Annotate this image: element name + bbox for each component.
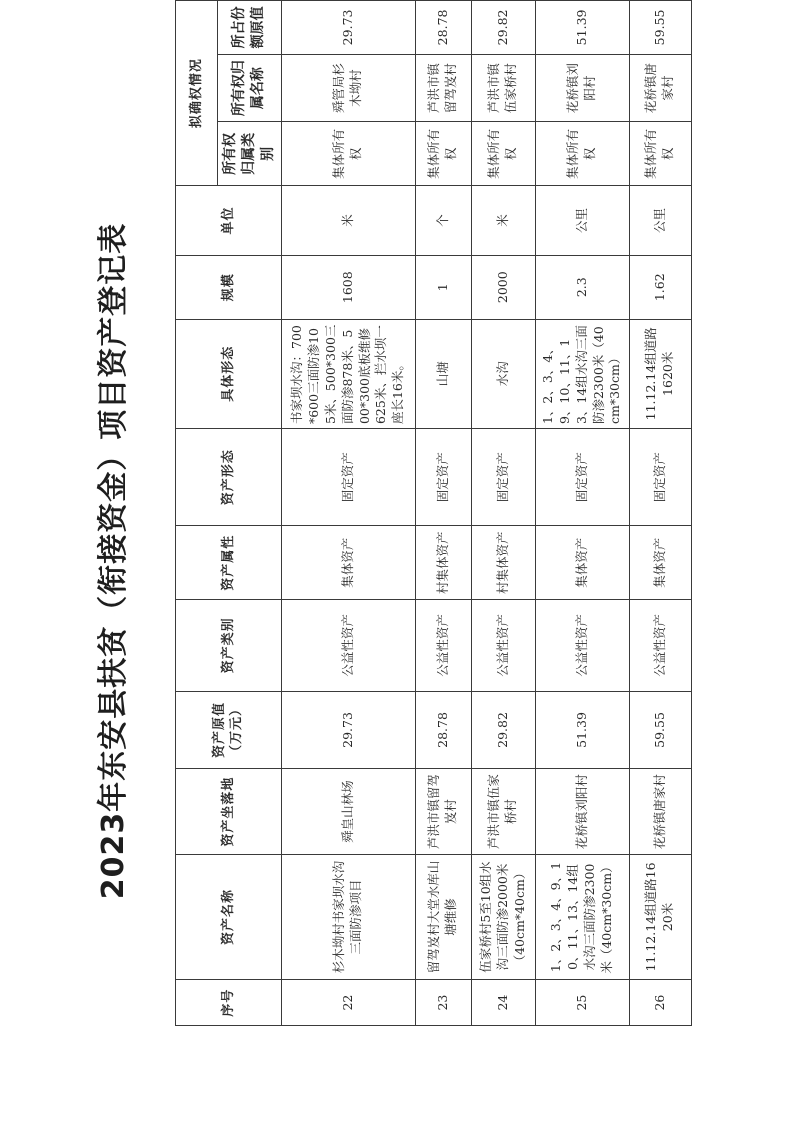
cell-attribute: 集体资产 (281, 526, 415, 600)
cell-rights-owner: 花桥镇唐家村 (629, 54, 691, 122)
cell-name: 11.12.14组道路1620米 (629, 854, 691, 979)
cell-attribute: 村集体资产 (471, 526, 535, 600)
cell-category: 公益性资产 (535, 600, 629, 692)
cell-name: 留驾岌村大堂水库山塘维修 (415, 854, 471, 979)
header-rights-group: 拟确权情况 (176, 1, 218, 186)
cell-location: 芦洪市镇留驾岌村 (415, 769, 471, 855)
cell-scale: 2000 (471, 255, 535, 319)
cell-value: 28.78 (415, 691, 471, 769)
cell-detail: 水沟 (471, 319, 535, 428)
table-row (629, 1, 691, 1026)
cell-rights-owner: 芦洪市镇留驾岌村 (415, 54, 471, 122)
cell-unit: 公里 (629, 186, 691, 256)
cell-name: 杉木坳村书家坝水沟三面防渗项目 (281, 854, 415, 979)
cell-unit: 个 (415, 186, 471, 256)
cell-rights-type: 集体所有权 (415, 122, 471, 186)
cell-rights-share: 59.55 (629, 1, 691, 55)
cell-form: 固定资产 (471, 429, 535, 526)
page-title: 2023年东安县扶贫（衔接资金）项目资产登记表 (96, 222, 131, 900)
cell-category: 公益性资产 (629, 600, 691, 692)
cell-attribute: 集体资产 (535, 526, 629, 600)
cell-rights-share: 28.78 (415, 1, 471, 55)
cell-location: 芦洪市镇伍家桥村 (471, 769, 535, 855)
cell-location: 花桥镇刘阳村 (535, 769, 629, 855)
cell-category: 公益性资产 (471, 600, 535, 692)
cell-location: 花桥镇唐家村 (629, 769, 691, 855)
header-value: 资产原值（万元） (176, 691, 282, 769)
cell-scale: 1.62 (629, 255, 691, 319)
cell-seq: 24 (471, 980, 535, 1026)
header-name: 资产名称 (176, 854, 282, 979)
cell-category: 公益性资产 (281, 600, 415, 692)
header-form: 资产形态 (176, 429, 282, 526)
header-category: 资产类别 (176, 600, 282, 692)
cell-rights-type: 集体所有权 (281, 122, 415, 186)
cell-rights-owner: 舜管局杉木坳村 (281, 54, 415, 122)
cell-seq: 26 (629, 980, 691, 1026)
table-row (471, 1, 535, 1026)
cell-rights-share: 51.39 (535, 1, 629, 55)
cell-attribute: 村集体资产 (415, 526, 471, 600)
table-row (281, 1, 415, 1026)
cell-unit: 公里 (535, 186, 629, 256)
cell-rights-owner: 芦洪市镇伍家桥村 (471, 54, 535, 122)
cell-rights-owner: 花桥镇刘阳村 (535, 54, 629, 122)
cell-form: 固定资产 (281, 429, 415, 526)
table-row (535, 1, 629, 1026)
cell-category: 公益性资产 (415, 600, 471, 692)
cell-value: 59.55 (629, 691, 691, 769)
cell-detail: 书家坝水沟：700*600三面防渗105米、500*300三面防渗878米、500*300底板维修625米、拦水坝一座长16米。 (281, 319, 415, 428)
cell-detail: 1、2、3、4、9、10、11、13、14组水沟三面防渗2300米（40cm*30cm） (535, 319, 629, 428)
cell-form: 固定资产 (535, 429, 629, 526)
cell-rights-type: 集体所有权 (629, 122, 691, 186)
cell-detail: 山塘 (415, 319, 471, 428)
header-location: 资产坐落地 (176, 769, 282, 855)
cell-seq: 25 (535, 980, 629, 1026)
header-rights-share: 所占份额原值 (218, 1, 282, 55)
cell-unit: 米 (471, 186, 535, 256)
cell-name: 伍家桥村5至10组水沟三面防渗2000米（40cm*40cm） (471, 854, 535, 979)
cell-rights-type: 集体所有权 (535, 122, 629, 186)
cell-value: 29.82 (471, 691, 535, 769)
cell-rights-share: 29.73 (281, 1, 415, 55)
cell-rights-share: 29.82 (471, 1, 535, 55)
cell-value: 51.39 (535, 691, 629, 769)
asset-registration-table (175, 0, 692, 1026)
cell-scale: 1608 (281, 255, 415, 319)
table-row (415, 1, 471, 1026)
cell-attribute: 集体资产 (629, 526, 691, 600)
header-rights-owner: 所有权归属名称 (218, 54, 282, 122)
header-seq: 序号 (176, 980, 282, 1026)
cell-location: 舜皇山林场 (281, 769, 415, 855)
header-detail: 具体形态 (176, 319, 282, 428)
cell-name: 1、2、3、4、9、10、11、13、14组水沟三面防渗2300米（40cm*30cm） (535, 854, 629, 979)
cell-seq: 22 (281, 980, 415, 1026)
cell-rights-type: 集体所有权 (471, 122, 535, 186)
header-rights-type: 所有权归属类别 (218, 122, 282, 186)
cell-scale: 1 (415, 255, 471, 319)
cell-value: 29.73 (281, 691, 415, 769)
cell-scale: 2.3 (535, 255, 629, 319)
cell-form: 固定资产 (415, 429, 471, 526)
header-attribute: 资产属性 (176, 526, 282, 600)
cell-seq: 23 (415, 980, 471, 1026)
header-unit: 单位 (176, 186, 282, 256)
cell-detail: 11.12.14组道路1620米 (629, 319, 691, 428)
cell-unit: 米 (281, 186, 415, 256)
cell-form: 固定资产 (629, 429, 691, 526)
header-scale: 规模 (176, 255, 282, 319)
